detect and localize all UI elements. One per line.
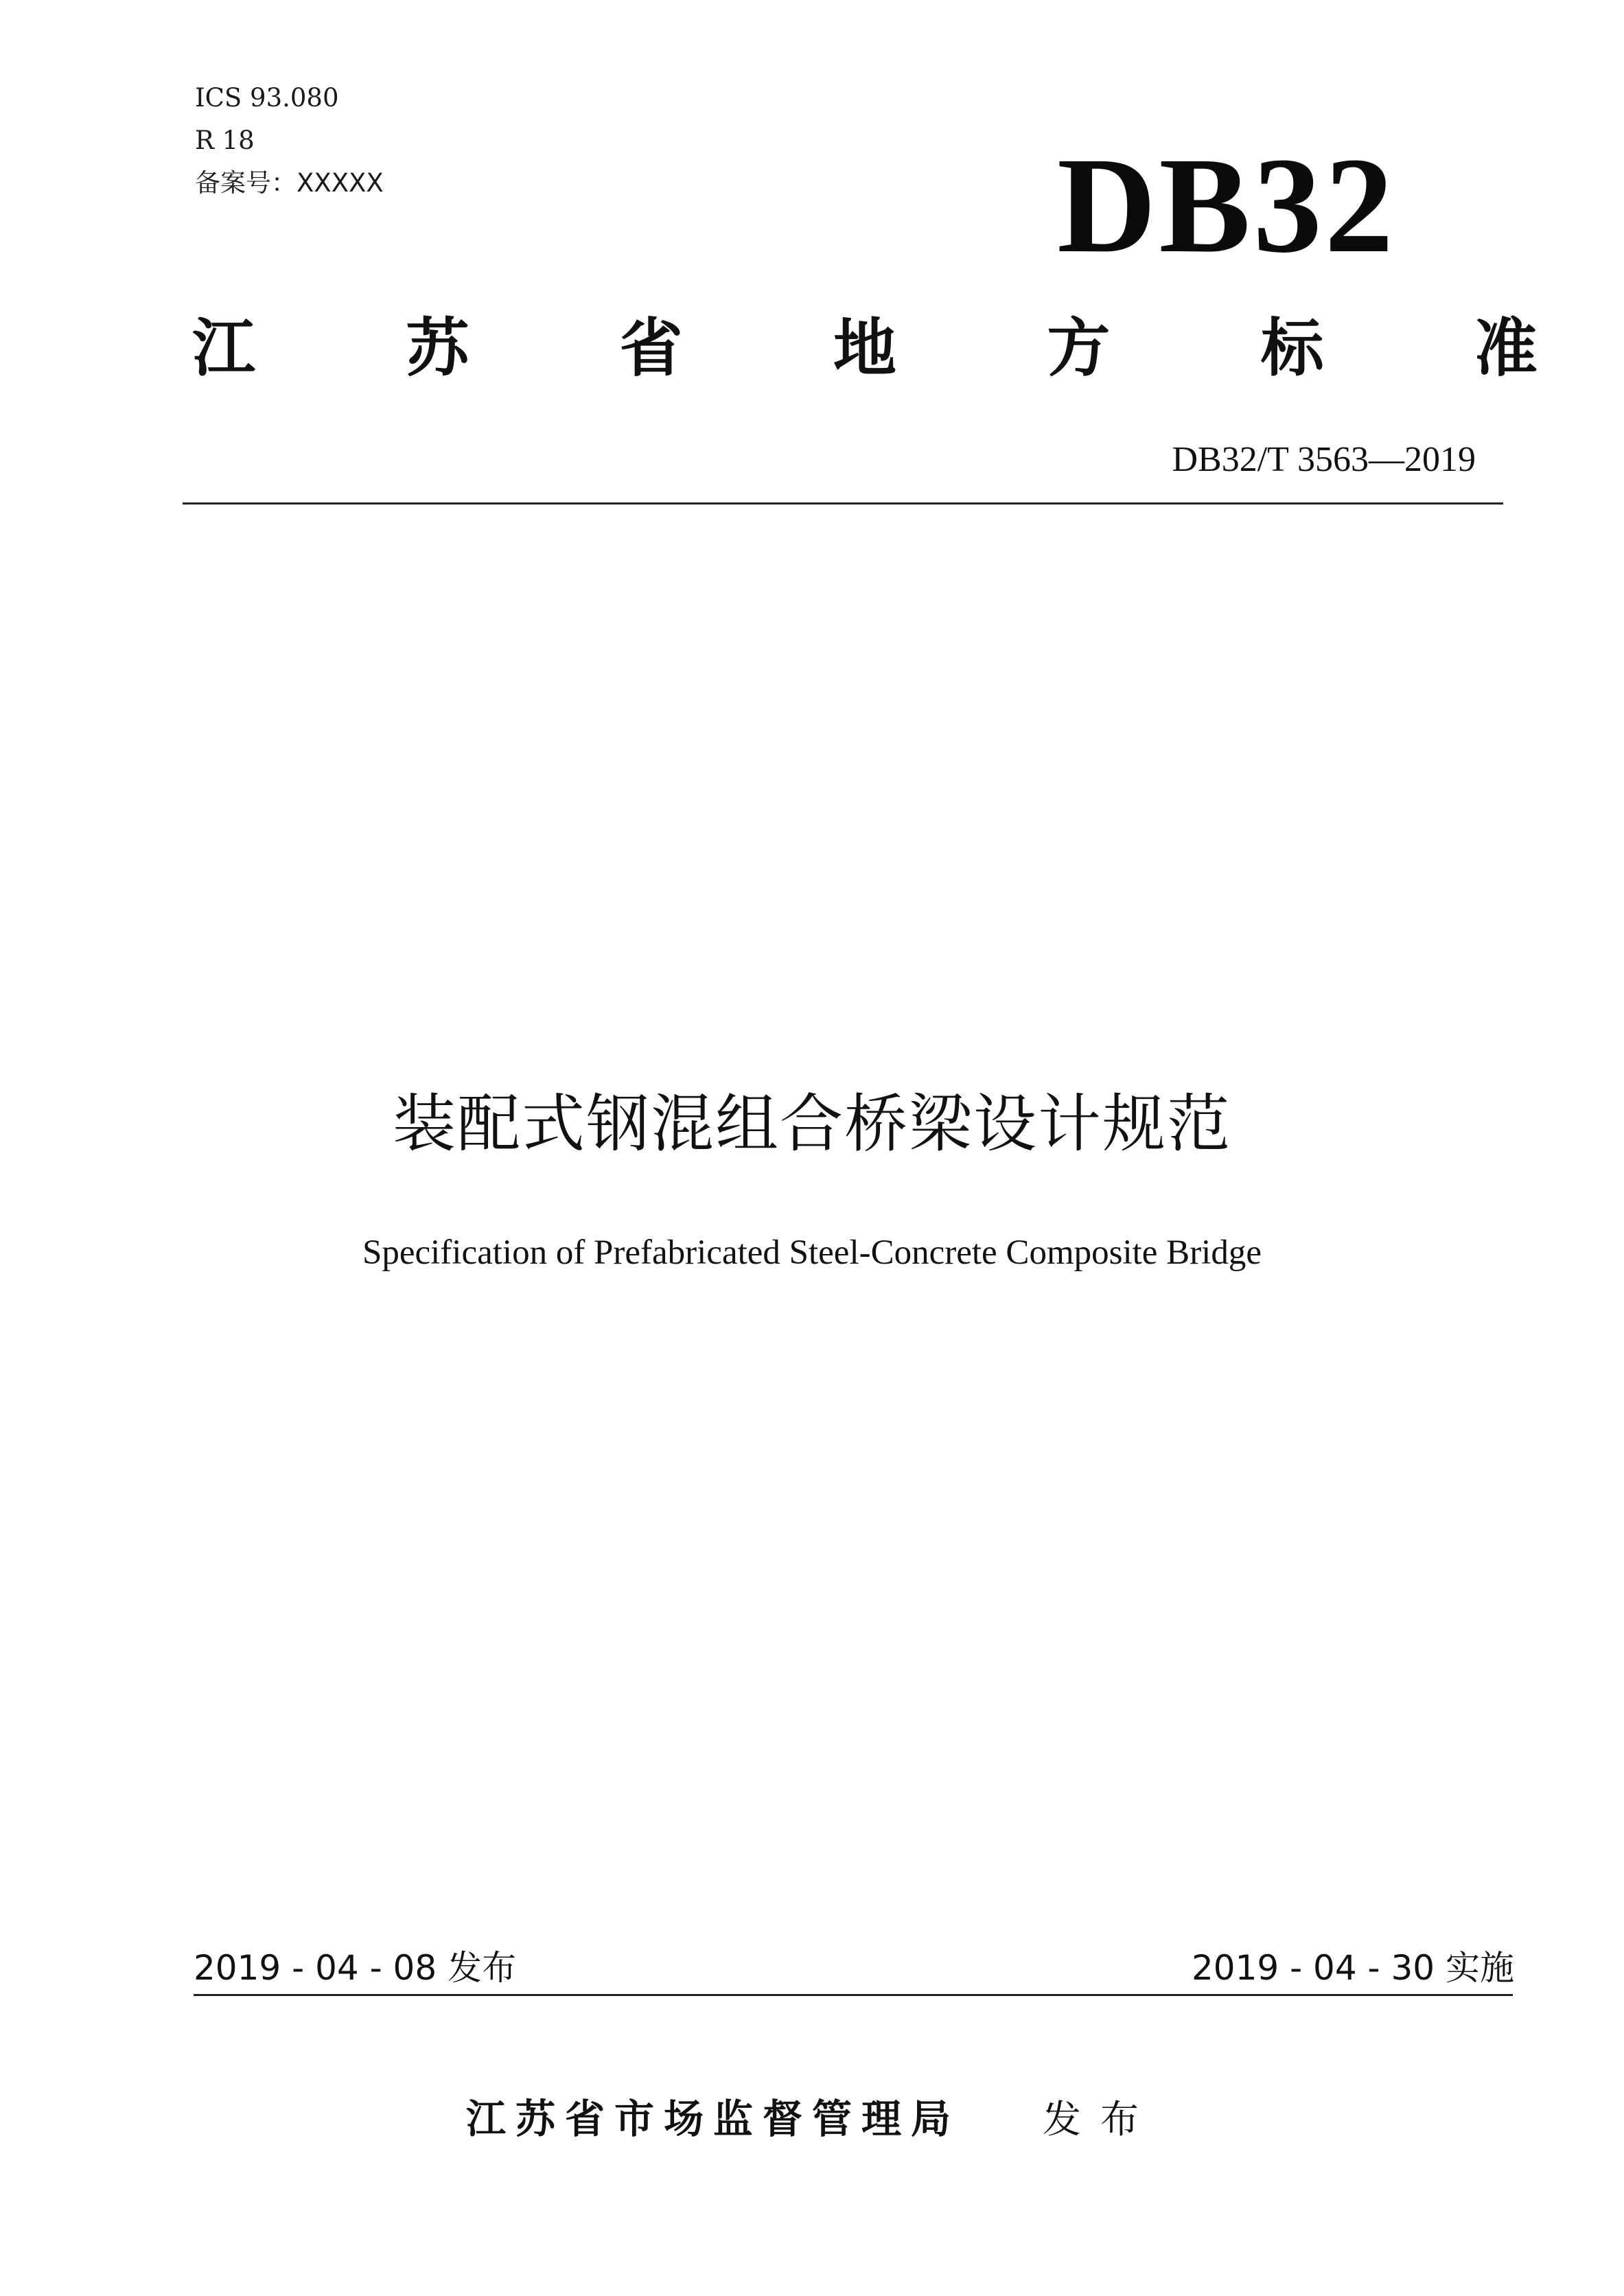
standard-type-heading — [192, 312, 1538, 385]
filing-number: 备案号：XXXXX — [195, 168, 384, 198]
standard-type-char: 省 — [619, 312, 683, 385]
standard-type-char: 方 — [1047, 312, 1111, 385]
title-chinese: 装配式钢混组合桥梁设计规范 — [392, 1087, 1231, 1161]
title-english: Specification of Prefabricated Steel-Concrete Composite Bridge — [362, 1233, 1262, 1272]
issue-date: 2019 - 04 - 08 发布 — [194, 1948, 517, 1988]
standard-type-char: 标 — [1260, 312, 1324, 385]
standard-type-char: 苏 — [406, 312, 469, 385]
standard-code-logo: DB32 — [1057, 130, 1396, 281]
issuer-action: 发布 — [1043, 2098, 1158, 2142]
issuer-name: 江苏省市场监督管理局 — [465, 2096, 960, 2142]
header-divider — [183, 502, 1503, 505]
standard-type-char: 地 — [833, 312, 896, 385]
ics-code: ICS 93.080 — [195, 83, 339, 113]
implementation-date: 2019 - 04 - 30 实施 — [1191, 1948, 1514, 1988]
standard-number: DB32/T 3563—2019 — [1172, 440, 1476, 479]
date-divider — [194, 1994, 1513, 1996]
standard-type-char: 准 — [1474, 312, 1538, 385]
standard-type-char: 江 — [192, 312, 256, 385]
ccs-code: R 18 — [195, 126, 255, 155]
issuer-line — [0, 2096, 1624, 2142]
